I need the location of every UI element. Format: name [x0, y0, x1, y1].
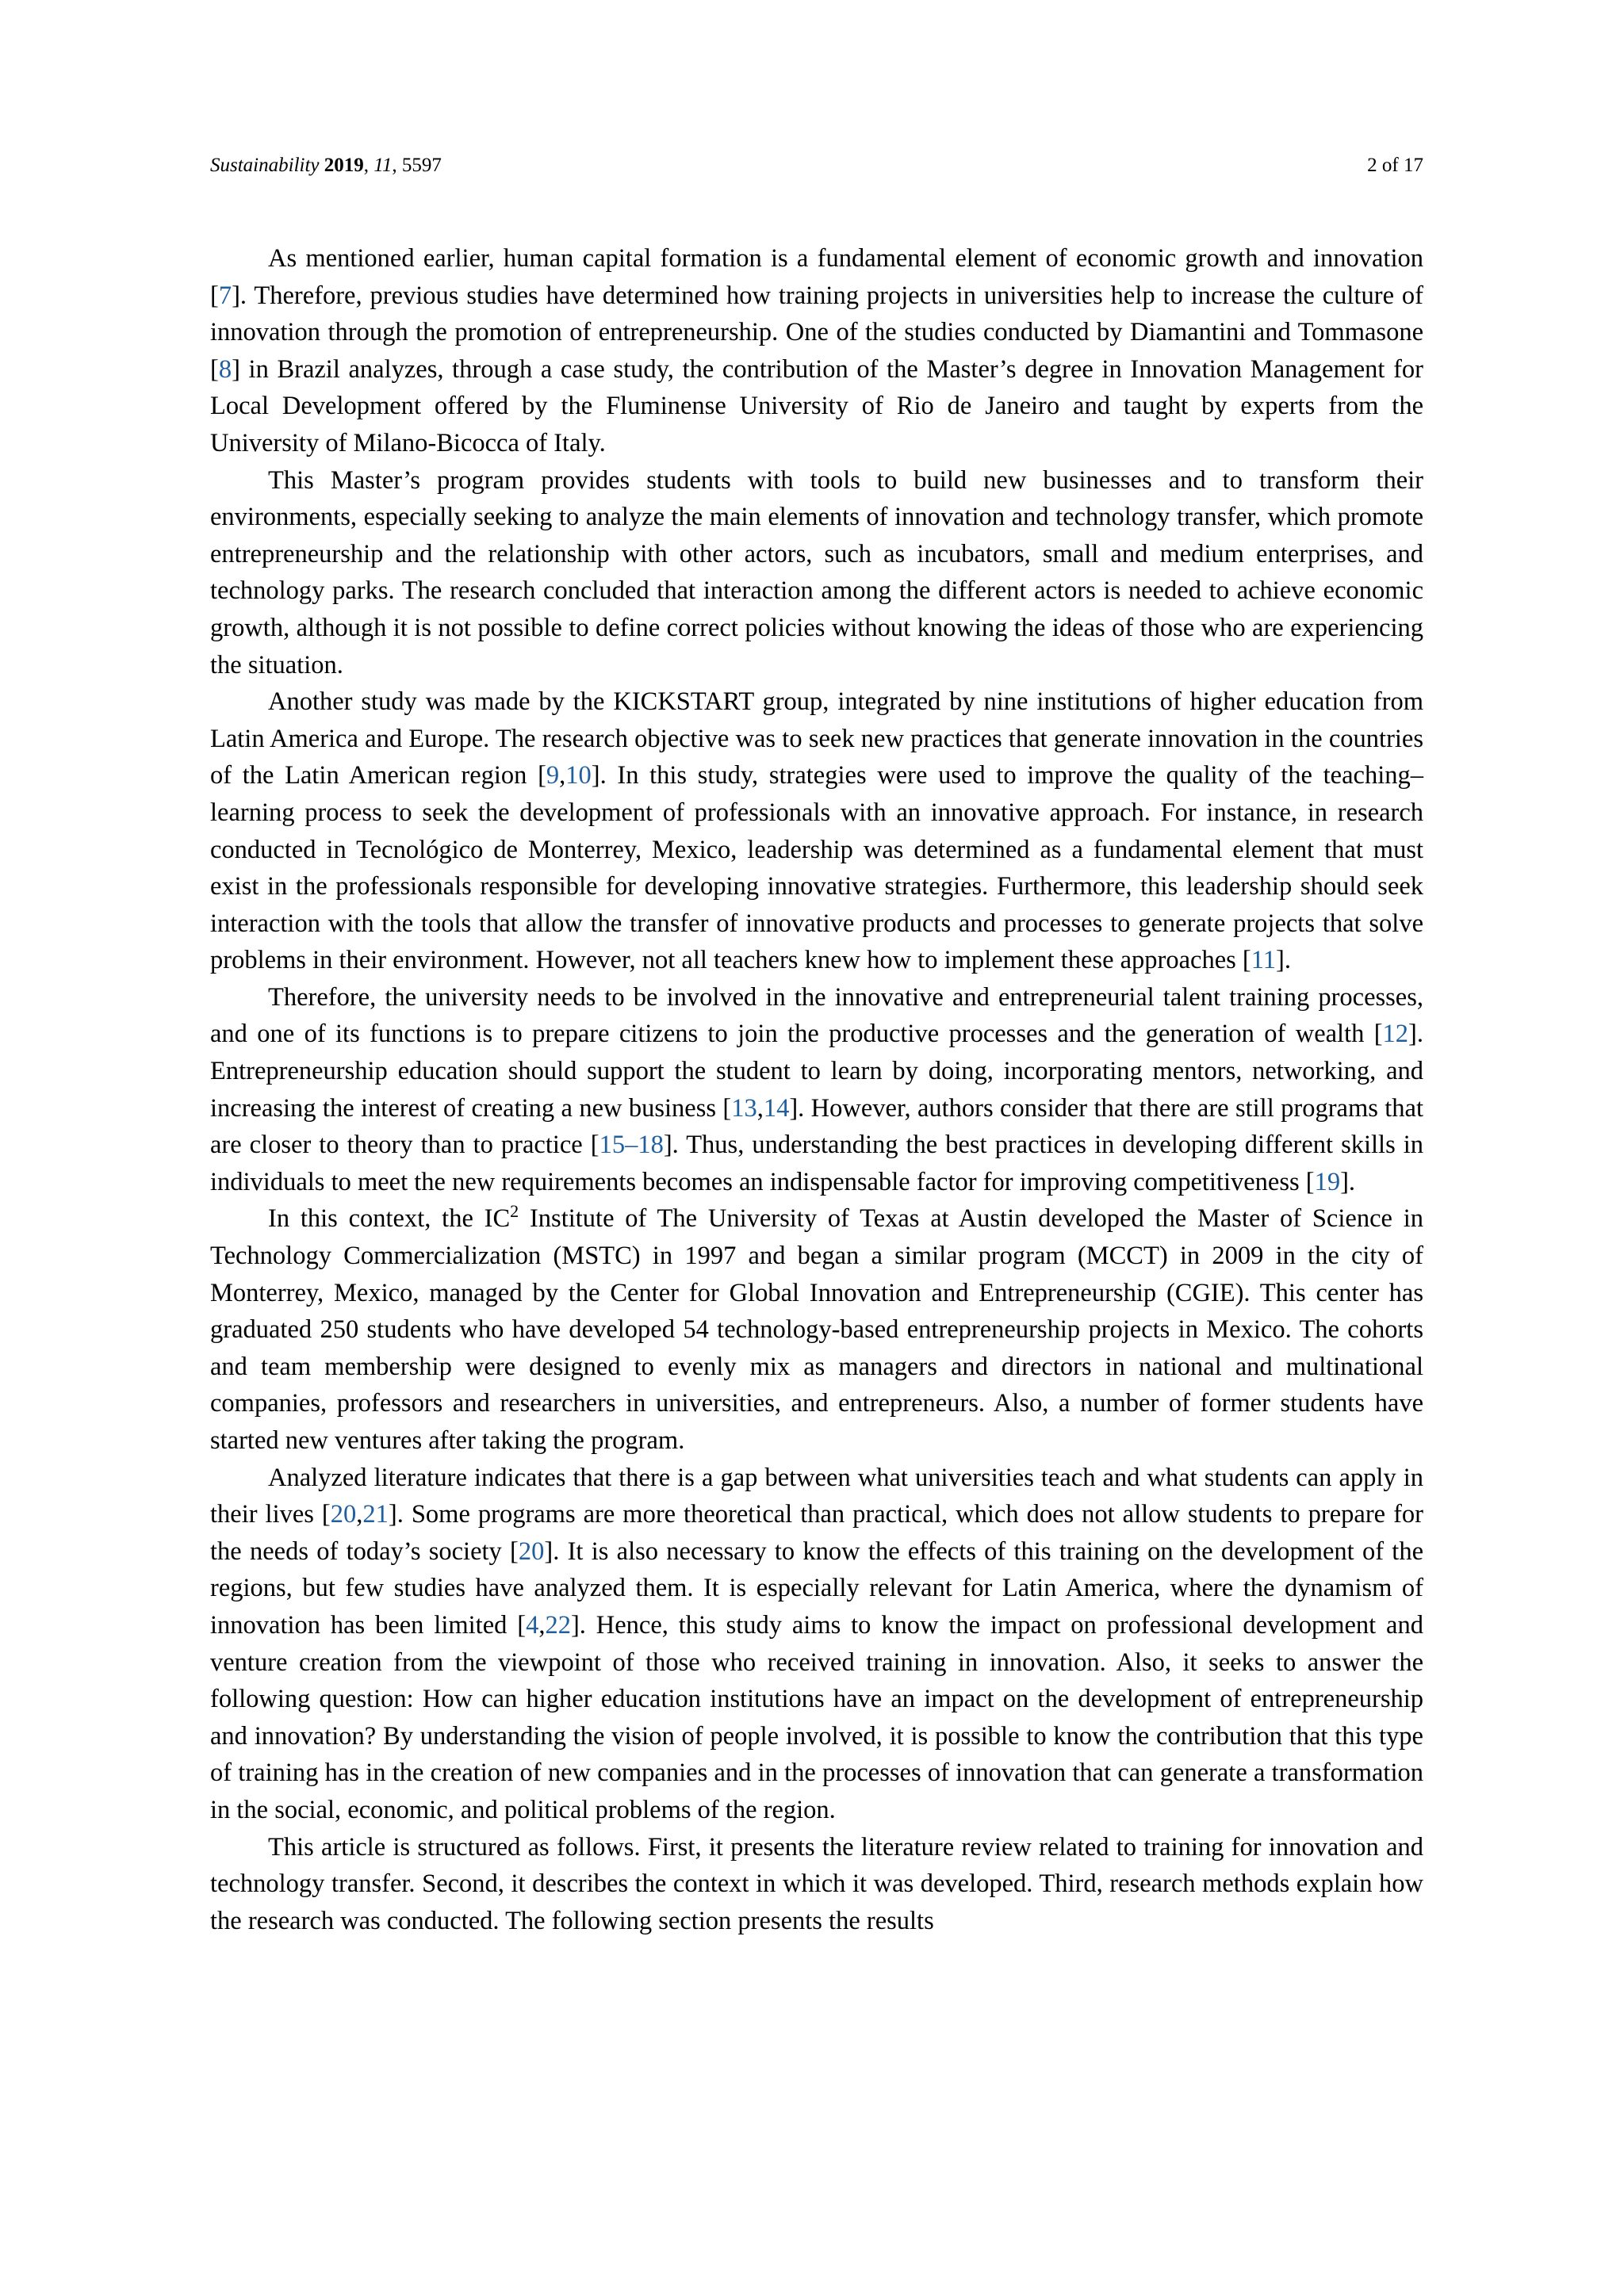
journal-citation: Sustainability 2019, 11, 5597 [210, 155, 442, 176]
publication-year: 2019 [324, 155, 364, 176]
paragraph-4: Therefore, the university needs to be involved in the innovative and entrepreneurial talent training processes, and one of its functions is to prepare citizens to join the productive processes and the generation of wealth [12]. Entrepreneurship education should support the student to learn by doing, incorporating mentors, networking, and increasing the interest of creating a new business [13,14]. However, authors consider that there are still programs that are closer to theory than to practice [15–18]. Thus, understanding the best practices in developing different skills in individuals to meet the new requirements becomes an indispensable factor for improving competitiveness [19]. [210, 982, 1424, 1196]
citation-link[interactable]: 15–18 [599, 1131, 664, 1160]
volume-number: 11 [373, 155, 393, 176]
citation-link[interactable]: 20 [518, 1536, 545, 1566]
citation-link[interactable]: 22 [545, 1610, 571, 1640]
paragraph-6: Analyzed literature indicates that there is a gap between what universities teach and what students can apply in their lives [20,21]. Some programs are more theoretical than practical, which does not allow students to prepare for the needs of today’s society [20]. It is also necessary to know the effects of this training on the development of the regions, but few studies have analyzed them. It is especially relevant for Latin America, where the dynamism of innovation has been limited [4,22]. Hence, this study aims to know the impact on professional development and venture creation from the viewpoint of those who received training in innovation. Also, it seeks to answer the following question: How can higher education institutions have an impact on the development of entrepreneurship and innovation? By understanding the vision of people involved, it is possible to know the contribution that this type of training has in the creation of new companies and in the processes of innovation that can generate a transformation in the social, economic, and political problems of the region. [210, 1463, 1424, 1824]
superscript: 2 [510, 1201, 519, 1222]
page-number: 2 of 17 [1367, 155, 1423, 176]
paragraph-7: This article is structured as follows. First, it presents the literature review related to training for innovation and technology transfer. Second, it describes the context in which it was developed. Third, research methods explain how the research was conducted. The following section presents the results [210, 1832, 1423, 1935]
paragraph-5: In this context, the $IC^2$ Institute of The University of Texas at Austin developed the Master of Science in Technology Commercialization (MSTC) in 1997 and began a similar program (MCCT) in 2009 in the city of Monterrey, Mexico, managed by the Center for Global Innovation and Entrepreneurship (CGIE). This center has graduated 250 students who have developed 54 technology-based entrepreneurship projects in Mexico. The cohorts and team membership were designed to evenly mix as managers and directors in national and multinational companies, professors and researchers in universities, and entrepreneurs. Also, a number of former students have started new ventures after taking the program. [210, 1201, 1423, 1455]
citation-link[interactable]: 19 [1314, 1167, 1341, 1196]
paragraph-1: As mentioned earlier, human capital formation is a fundamental element of economic growth and innovation [7]. Therefore, previous studies have determined how training projects in universities help to increase the culture of innovation through the promotion of entrepreneurship. One of the studies conducted by Diamantini and Tommasone [8] in Brazil analyzes, through a case study, the contribution of the Master’s degree in Innovation Management for Local Development offered by the Fluminense University of Rio de Janeiro and taught by experts from the University of Milano-Bicocca of Italy. [210, 244, 1423, 457]
citation-link[interactable]: 8 [218, 354, 232, 384]
citation-link[interactable]: 9 [546, 761, 560, 790]
citation-link[interactable]: 13 [731, 1093, 757, 1123]
citation-link[interactable]: 20 [330, 1500, 357, 1529]
journal-name: Sustainability [210, 155, 320, 176]
citation-link[interactable]: 21 [362, 1500, 389, 1529]
body-text [210, 240, 1423, 1939]
paragraph-2: This Master’s program provides students with tools to build new businesses and to transform their environments, especially seeking to analyze the main elements of innovation and technology transfer, which promote entrepreneurship and the relationship with other actors, such as incubators, small and medium enterprises, and technology parks. The research concluded that interaction among the different actors is needed to achieve economic growth, although it is not possible to define correct policies without knowing the ideas of those who are experiencing the situation. [210, 465, 1423, 679]
citation-link[interactable]: 11 [1251, 946, 1277, 975]
paragraph-3: Another study was made by the KICKSTART group, integrated by nine institutions of higher education from Latin America and Europe. The research objective was to seek new practices that generate innovation in the countries of the Latin American region [9,10]. In this study, strategies were used to improve the quality of the teaching–learning process to seek the development of professionals with an innovative approach. For instance, in research conducted in Tecnológico de Monterrey, Mexico, leadership was determined as a fundamental element that must exist in the professionals responsible for developing innovative strategies. Furthermore, this leadership should seek interaction with the tools that allow the transfer of innovative products and processes to generate projects that solve problems in their environment. However, not all teachers knew how to implement these approaches [11]. [210, 687, 1423, 975]
citation-link[interactable]: 14 [763, 1093, 790, 1123]
citation-link[interactable]: 4 [526, 1610, 539, 1640]
citation-link[interactable]: 7 [218, 281, 232, 310]
article-number: 5597 [401, 155, 442, 176]
citation-link[interactable]: 12 [1382, 1020, 1409, 1049]
citation-link[interactable]: 10 [565, 761, 592, 790]
running-header [210, 155, 1423, 186]
